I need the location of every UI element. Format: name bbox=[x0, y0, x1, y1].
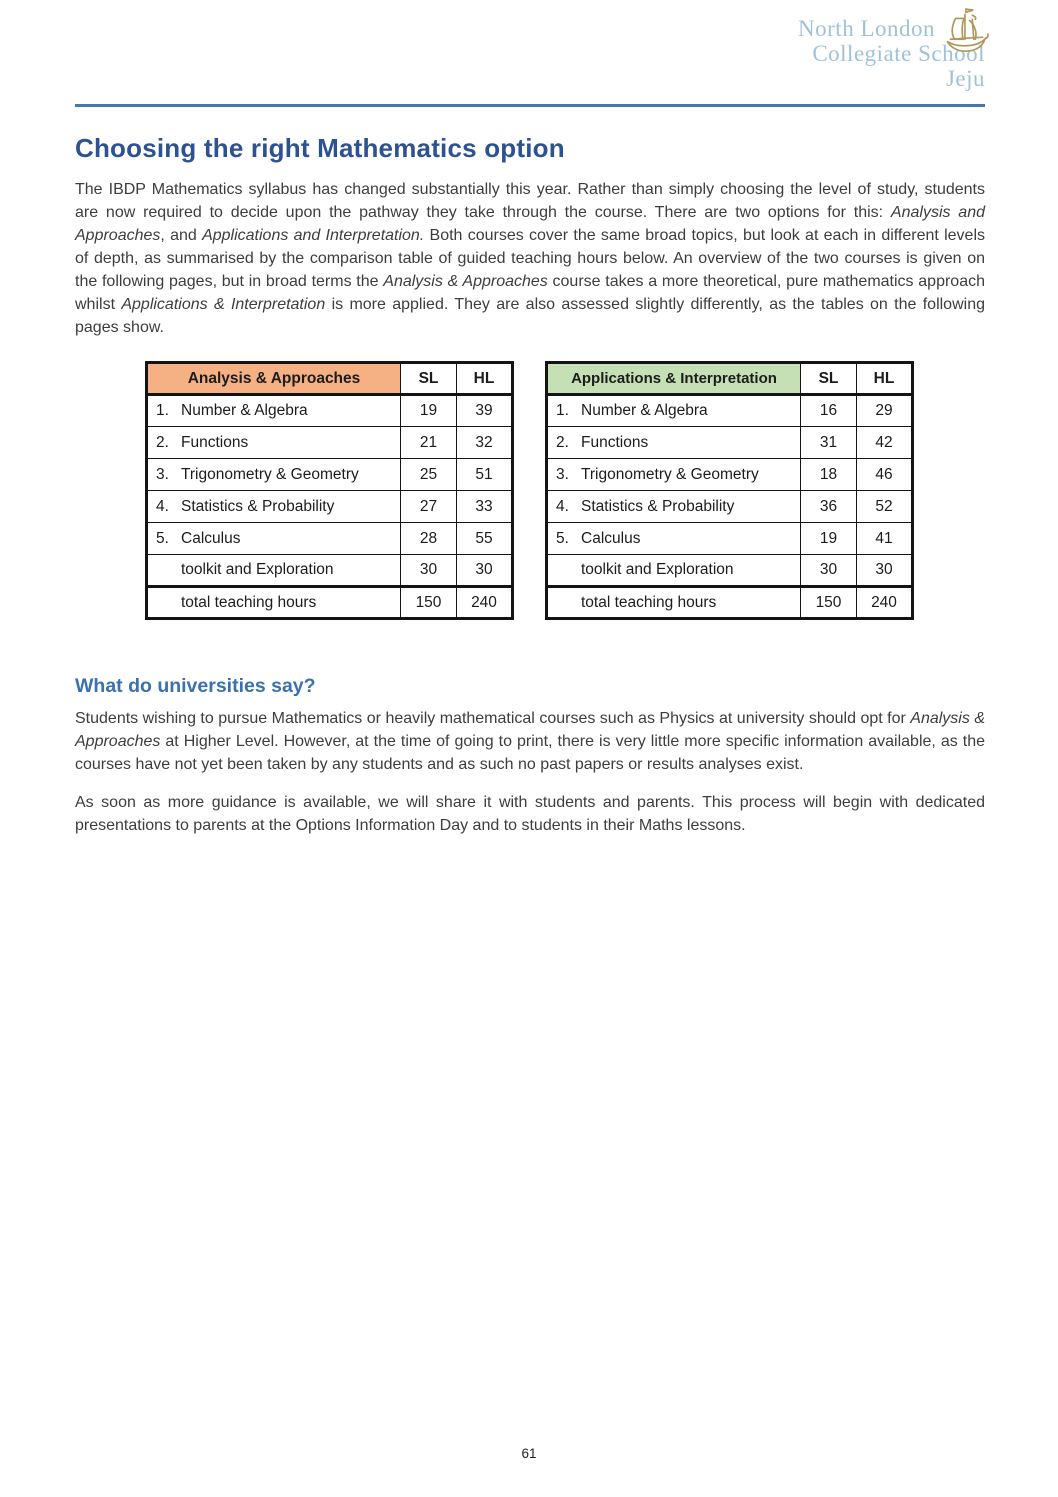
topic-label: Calculus bbox=[581, 529, 641, 547]
guidance-paragraph: As soon as more guidance is available, we will share it with students and parents. This process will begin with dedicated presentations to parents at the Options Information Day and to students in their Maths lessons. bbox=[75, 794, 985, 834]
logo-line-1: North London bbox=[798, 16, 935, 41]
column-header-hl: HL bbox=[857, 363, 913, 395]
comparison-tables bbox=[145, 361, 985, 620]
header-rule bbox=[75, 104, 985, 107]
table-row-total bbox=[547, 587, 913, 619]
hl-total: 240 bbox=[857, 587, 913, 619]
row-number: 3. bbox=[156, 465, 169, 483]
table-row-toolkit bbox=[547, 555, 913, 587]
page-number: 61 bbox=[521, 1446, 537, 1461]
hl-hours: 30 bbox=[457, 555, 513, 587]
section-heading: What do universities say? bbox=[75, 675, 316, 697]
hl-hours: 32 bbox=[457, 427, 513, 459]
hl-hours: 33 bbox=[457, 491, 513, 523]
table-row bbox=[147, 523, 513, 555]
row-number: 2. bbox=[556, 433, 569, 451]
sl-hours: 18 bbox=[801, 459, 857, 491]
table-row bbox=[147, 427, 513, 459]
table-row-toolkit bbox=[147, 555, 513, 587]
hl-hours: 41 bbox=[857, 523, 913, 555]
topic-label: Calculus bbox=[181, 529, 241, 547]
sl-total: 150 bbox=[801, 587, 857, 619]
table-header-row bbox=[547, 363, 913, 395]
table-row bbox=[547, 427, 913, 459]
topic-label: Statistics & Probability bbox=[181, 497, 335, 515]
logo-line-2: Collegiate School bbox=[812, 41, 985, 66]
total-label: total teaching hours bbox=[581, 593, 717, 611]
page-header bbox=[75, 0, 985, 91]
topic-label: toolkit and Exploration bbox=[581, 561, 734, 578]
sl-hours: 27 bbox=[401, 491, 457, 523]
topic-label: Number & Algebra bbox=[181, 402, 308, 419]
universities-paragraph: Students wishing to pursue Mathematics or heavily mathematical courses such as Physics at university should opt for Analysis & Approaches at Higher Level. However, at the time of going to print, there is very little more specific information available, as the courses have not yet been taken by any students and as such no past papers or results analyses exist. bbox=[75, 710, 985, 773]
ship-emblem-icon bbox=[941, 8, 991, 58]
row-number: 3. bbox=[556, 465, 569, 483]
hl-hours: 52 bbox=[857, 491, 913, 523]
topic-label: toolkit and Exploration bbox=[181, 561, 334, 578]
table-row-total bbox=[147, 587, 513, 619]
row-number: 4. bbox=[156, 497, 169, 515]
sl-hours: 28 bbox=[401, 523, 457, 555]
sl-hours: 21 bbox=[401, 427, 457, 459]
table-header-row bbox=[147, 363, 513, 395]
row-number: 5. bbox=[556, 529, 569, 547]
row-number: 1. bbox=[156, 402, 169, 419]
column-header-sl: SL bbox=[401, 363, 457, 395]
table-row bbox=[547, 523, 913, 555]
total-label: total teaching hours bbox=[181, 593, 317, 611]
sl-hours: 36 bbox=[801, 491, 857, 523]
sl-hours: 31 bbox=[801, 427, 857, 459]
topic-label: Trigonometry & Geometry bbox=[581, 465, 759, 483]
table-row bbox=[547, 459, 913, 491]
sl-hours: 19 bbox=[801, 523, 857, 555]
topic-label: Number & Algebra bbox=[581, 402, 708, 419]
applications-interpretation-table bbox=[545, 361, 914, 620]
table-title: Analysis & Approaches bbox=[147, 363, 401, 395]
hl-hours: 30 bbox=[857, 555, 913, 587]
hl-hours: 42 bbox=[857, 427, 913, 459]
hl-hours: 51 bbox=[457, 459, 513, 491]
logo-line-3: Jeju bbox=[945, 66, 985, 91]
row-number: 2. bbox=[156, 433, 169, 451]
column-header-sl: SL bbox=[801, 363, 857, 395]
row-number: 4. bbox=[556, 497, 569, 515]
topic-label: Functions bbox=[181, 433, 249, 451]
row-number: 5. bbox=[156, 529, 169, 547]
sl-hours: 30 bbox=[401, 555, 457, 587]
school-logo bbox=[798, 16, 985, 91]
hl-total: 240 bbox=[457, 587, 513, 619]
column-header-hl: HL bbox=[457, 363, 513, 395]
table-row bbox=[547, 491, 913, 523]
table-row bbox=[147, 491, 513, 523]
page-title: Choosing the right Mathematics option bbox=[75, 133, 565, 163]
sl-hours: 25 bbox=[401, 459, 457, 491]
topic-label: Statistics & Probability bbox=[581, 497, 735, 515]
hl-hours: 46 bbox=[857, 459, 913, 491]
sl-hours: 16 bbox=[801, 395, 857, 427]
sl-hours: 30 bbox=[801, 555, 857, 587]
hl-hours: 55 bbox=[457, 523, 513, 555]
hl-hours: 39 bbox=[457, 395, 513, 427]
analysis-approaches-table bbox=[145, 361, 514, 620]
hl-hours: 29 bbox=[857, 395, 913, 427]
table-row bbox=[147, 459, 513, 491]
sl-hours: 19 bbox=[401, 395, 457, 427]
topic-label: Trigonometry & Geometry bbox=[181, 465, 359, 483]
row-number: 1. bbox=[556, 402, 569, 419]
intro-paragraph: The IBDP Mathematics syllabus has changed substantially this year. Rather than simply choosing the level of study, students are now required to decide upon the pathway they take through the course. There are two options for this: Analysis and Approaches, and Applications and Interpretation. Both courses cover the same broad topics, but look at each in different levels of depth, as summarised by the comparison table of guided teaching hours below. An overview of the two courses is given on the following pages, but in broad terms the Analysis & Approaches course takes a more theoretical, pure mathematics approach whilst Applications & Interpretation is more applied. They are also assessed slightly differently, as the tables on the following pages show. bbox=[75, 181, 986, 336]
topic-label: Functions bbox=[581, 433, 649, 451]
table-row bbox=[547, 395, 913, 427]
table-title: Applications & Interpretation bbox=[547, 363, 801, 395]
sl-total: 150 bbox=[401, 587, 457, 619]
table-row bbox=[147, 395, 513, 427]
